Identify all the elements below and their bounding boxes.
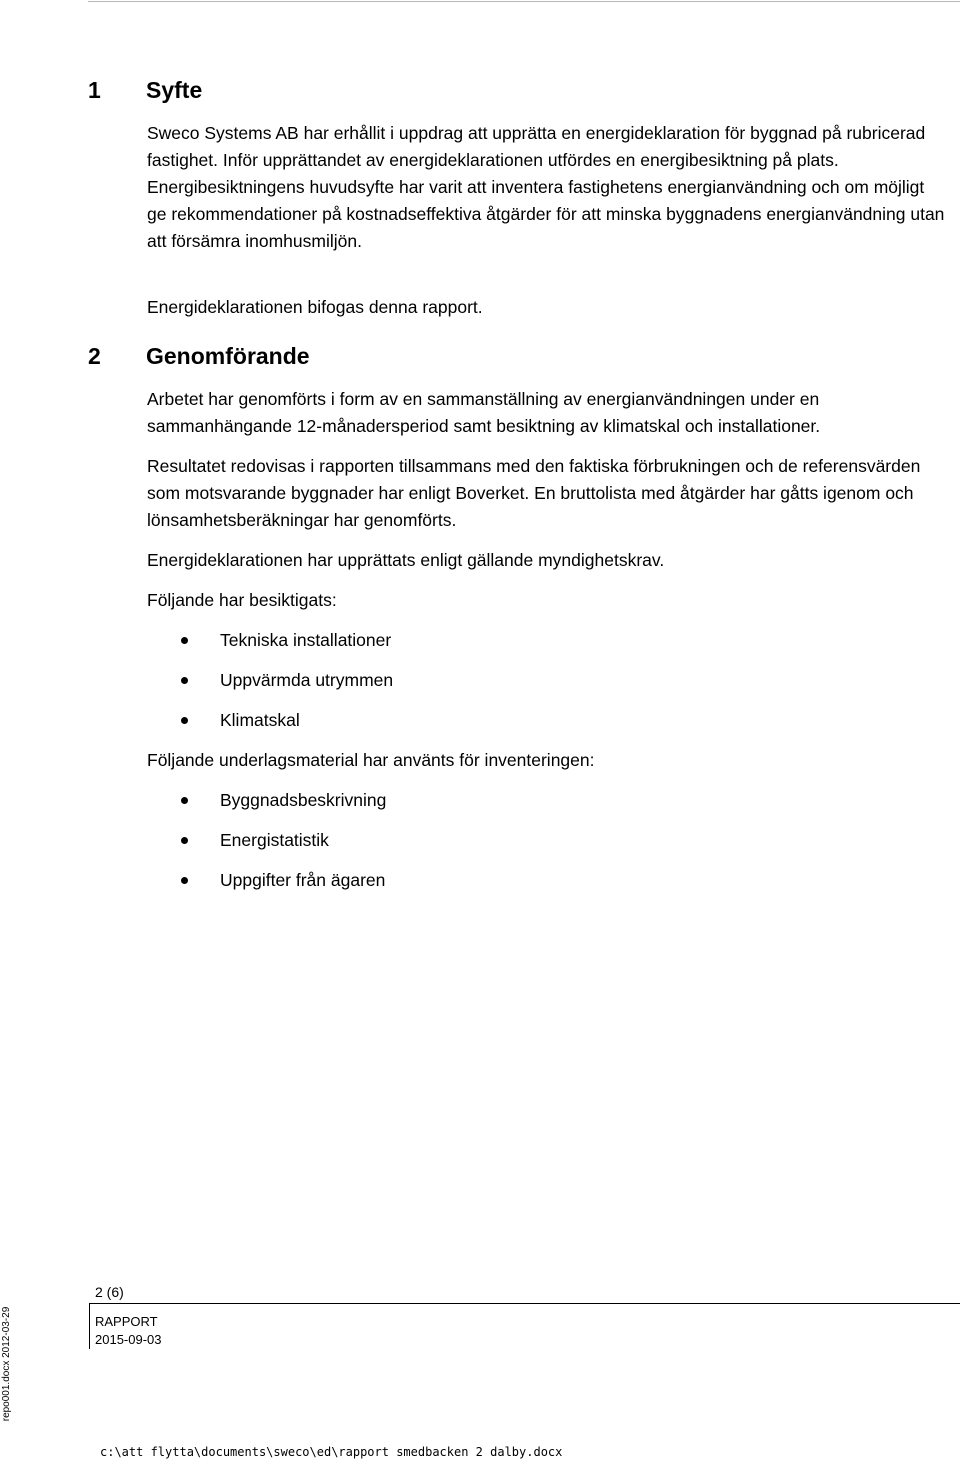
section-title: Syfte <box>146 77 203 103</box>
list-item <box>0 867 960 893</box>
list-item <box>0 667 960 693</box>
section-number: 2 <box>88 343 101 369</box>
bullet-icon <box>181 637 188 644</box>
paragraph-requirements: Energideklarationen har upprättats enligt gällande myndighetskrav. <box>147 550 665 570</box>
header-rule <box>88 1 960 2</box>
section-heading-genomforande <box>88 343 310 370</box>
list-item-text: Byggnadsbeskrivning <box>220 790 387 810</box>
paragraph-method: Arbetet har genomförts i form av en sammanställning av energianvändningen under en sammanhängande 12-månadersperiod samt besiktning av klimatskal och installationer. <box>147 389 821 436</box>
template-code-text: repo001.docx 2012-03-29 <box>1 1306 12 1422</box>
list-item <box>0 827 960 853</box>
section-title: Genomförande <box>146 343 310 369</box>
section-heading-syfte <box>88 77 202 104</box>
template-code <box>0 1305 14 1423</box>
list-item <box>0 707 960 733</box>
section-number: 1 <box>88 77 101 103</box>
paragraph-attachment: Energideklarationen bifogas denna rapport. <box>147 297 483 317</box>
list-item-text: Tekniska installationer <box>220 630 392 650</box>
footer-rule-horizontal <box>89 1303 960 1304</box>
list-item-text: Energistatistik <box>220 830 329 850</box>
list-item <box>0 627 960 653</box>
bullet-icon <box>181 877 188 884</box>
bullet-icon <box>181 797 188 804</box>
list-item-text: Uppgifter från ägaren <box>220 870 386 890</box>
document-date: 2015-09-03 <box>95 1332 162 1347</box>
list-item-text: Klimatskal <box>220 710 300 730</box>
paragraph-results: Resultatet redovisas i rapporten tillsammans med den faktiska förbrukningen och de referensvärden som motsvarande byggnader har enligt Boverket. En bruttolista med åtgärder har gåtts igenom och lönsamhetsberäkningar har genomförts. <box>147 456 921 530</box>
paragraph-purpose: Sweco Systems AB har erhållit i uppdrag att upprätta en energideklaration för byggnad på rubricerad fastighet. Inför upprättandet av energideklarationen utfördes en energibesiktning på plats. Energibesiktningens huvudsyfte har varit att inventera fastighetens energianvändning och om möjligt ge rekommendationer på kostnadseffektiva åtgärder för att minska byggnadens energianvändning utan att försämra inomhusmiljön. <box>147 123 945 251</box>
document-type: RAPPORT <box>95 1314 158 1329</box>
file-path: c:\att flytta\documents\sweco\ed\rapport smedbacken 2 dalby.docx <box>100 1445 563 1459</box>
bullet-icon <box>181 837 188 844</box>
bullet-icon <box>181 717 188 724</box>
page-number: 2 (6) <box>95 1284 124 1300</box>
list-item-text: Uppvärmda utrymmen <box>220 670 394 690</box>
footer-rule-vertical <box>89 1303 90 1349</box>
paragraph-material-intro: Följande underlagsmaterial har använts för inventeringen: <box>147 750 595 770</box>
bullet-icon <box>181 677 188 684</box>
paragraph-inspected-intro: Följande har besiktigats: <box>147 590 337 610</box>
list-item <box>0 787 960 813</box>
